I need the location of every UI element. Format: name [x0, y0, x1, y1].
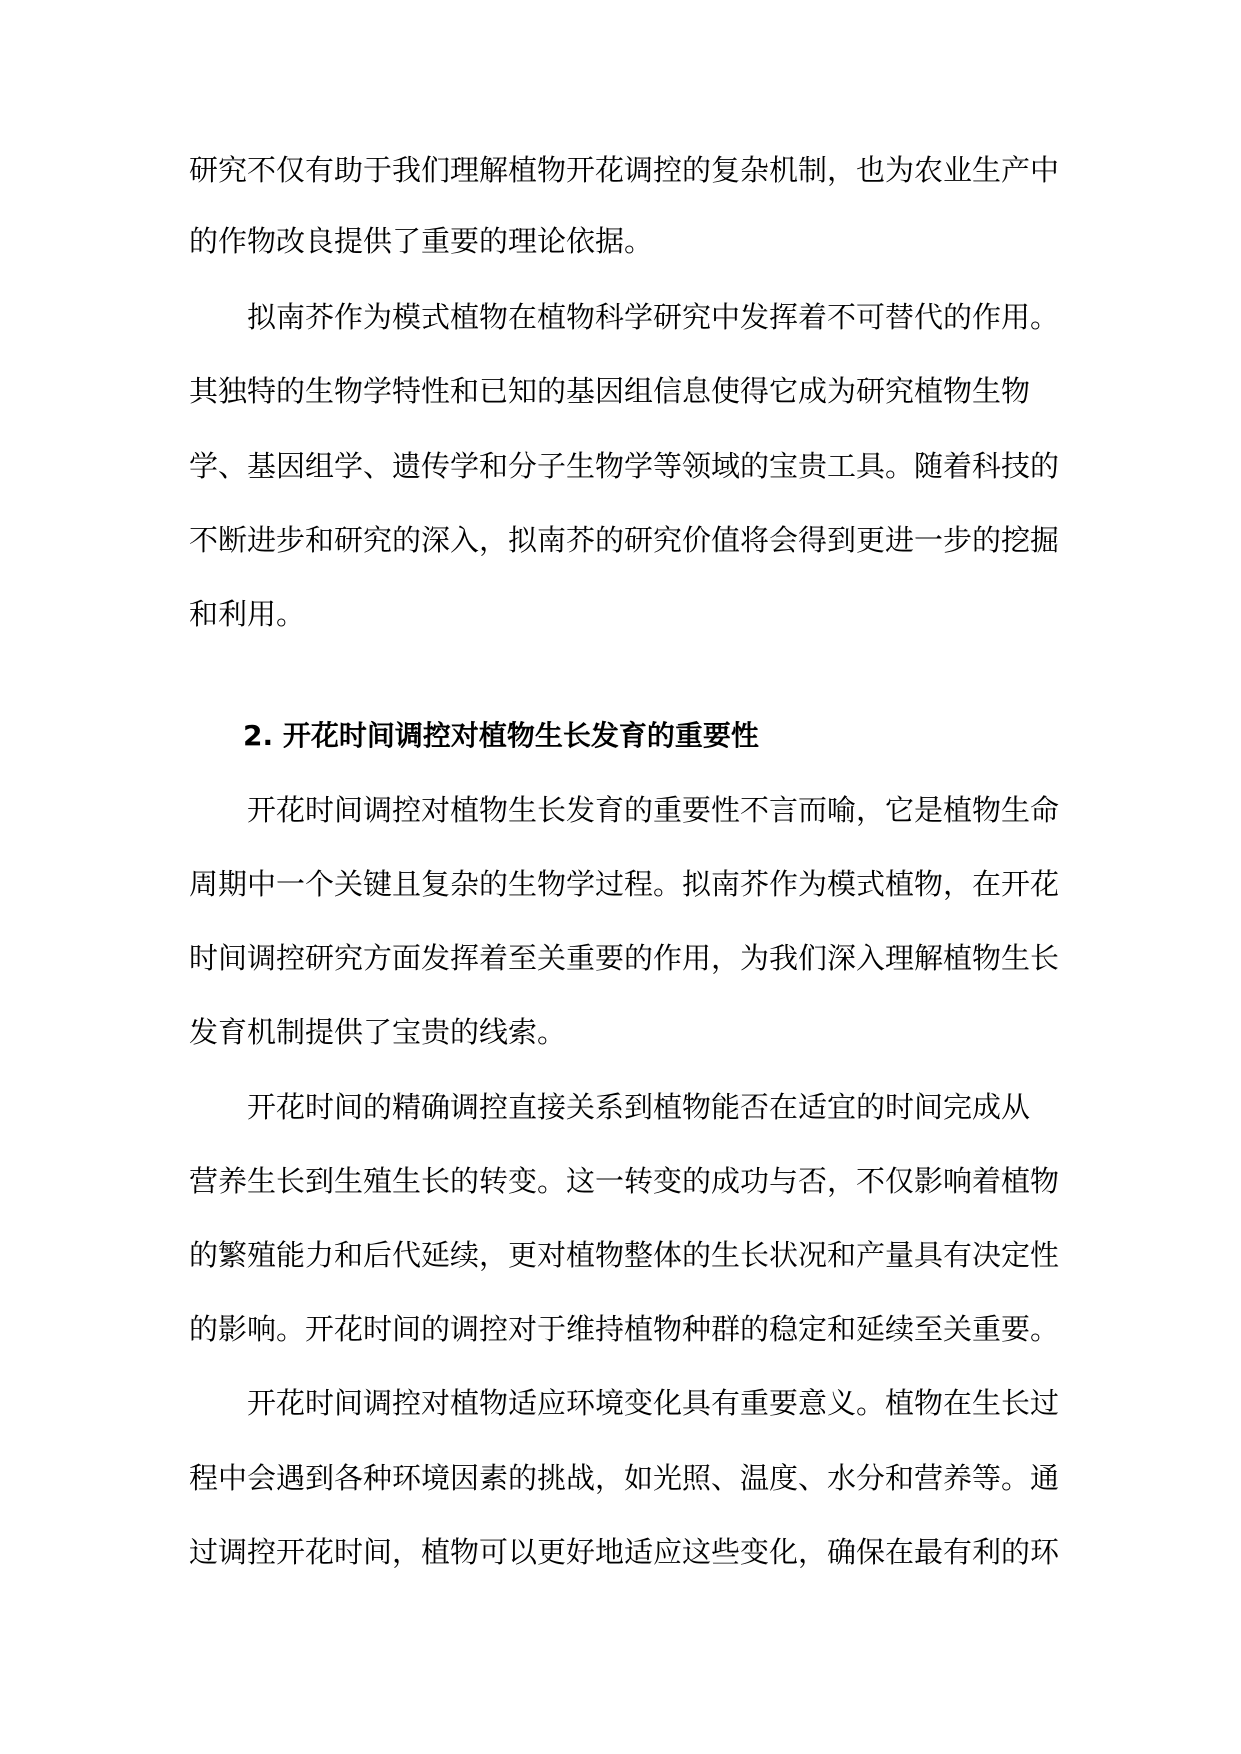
- text-line: 和利用。: [189, 597, 306, 631]
- text-line: 不断进步和研究的深入，拟南芥的研究价值将会得到更进一步的挖掘: [189, 523, 1060, 557]
- text-line: 的影响。开花时间的调控对于维持植物种群的稳定和延续至关重要。: [189, 1312, 1060, 1346]
- text-line: 的作物改良提供了重要的理论依据。: [189, 224, 654, 258]
- text-line: 拟南芥作为模式植物在植物科学研究中发挥着不可替代的作用。: [247, 300, 1060, 334]
- text-line: 学、基因组学、遗传学和分子生物学等领域的宝贵工具。随着科技的: [189, 449, 1060, 483]
- text-line: 发育机制提供了宝贵的线索。: [189, 1015, 567, 1049]
- text-line: 开花时间的精确调控直接关系到植物能否在适宜的时间完成从: [247, 1090, 1031, 1124]
- text-line: 时间调控研究方面发挥着至关重要的作用，为我们深入理解植物生长: [189, 941, 1060, 975]
- text-line: 开花时间调控对植物生长发育的重要性不言而喻，它是植物生命: [247, 793, 1060, 827]
- section-heading: 2. 开花时间调控对植物生长发育的重要性: [243, 719, 759, 752]
- text-line: 过调控开花时间，植物可以更好地适应这些变化，确保在最有利的环: [189, 1535, 1060, 1569]
- text-line: 程中会遇到各种环境因素的挑战，如光照、温度、水分和营养等。通: [189, 1461, 1060, 1495]
- text-line: 的繁殖能力和后代延续，更对植物整体的生长状况和产量具有决定性: [189, 1238, 1060, 1272]
- text-line: 营养生长到生殖生长的转变。这一转变的成功与否，不仅影响着植物: [189, 1164, 1060, 1198]
- text-line: 开花时间调控对植物适应环境变化具有重要意义。植物在生长过: [247, 1386, 1060, 1420]
- text-line: 周期中一个关键且复杂的生物学过程。拟南芥作为模式植物，在开花: [189, 867, 1060, 901]
- text-line: 研究不仅有助于我们理解植物开花调控的复杂机制，也为农业生产中: [189, 153, 1060, 187]
- text-line: 其独特的生物学特性和已知的基因组信息使得它成为研究植物生物: [189, 374, 1031, 408]
